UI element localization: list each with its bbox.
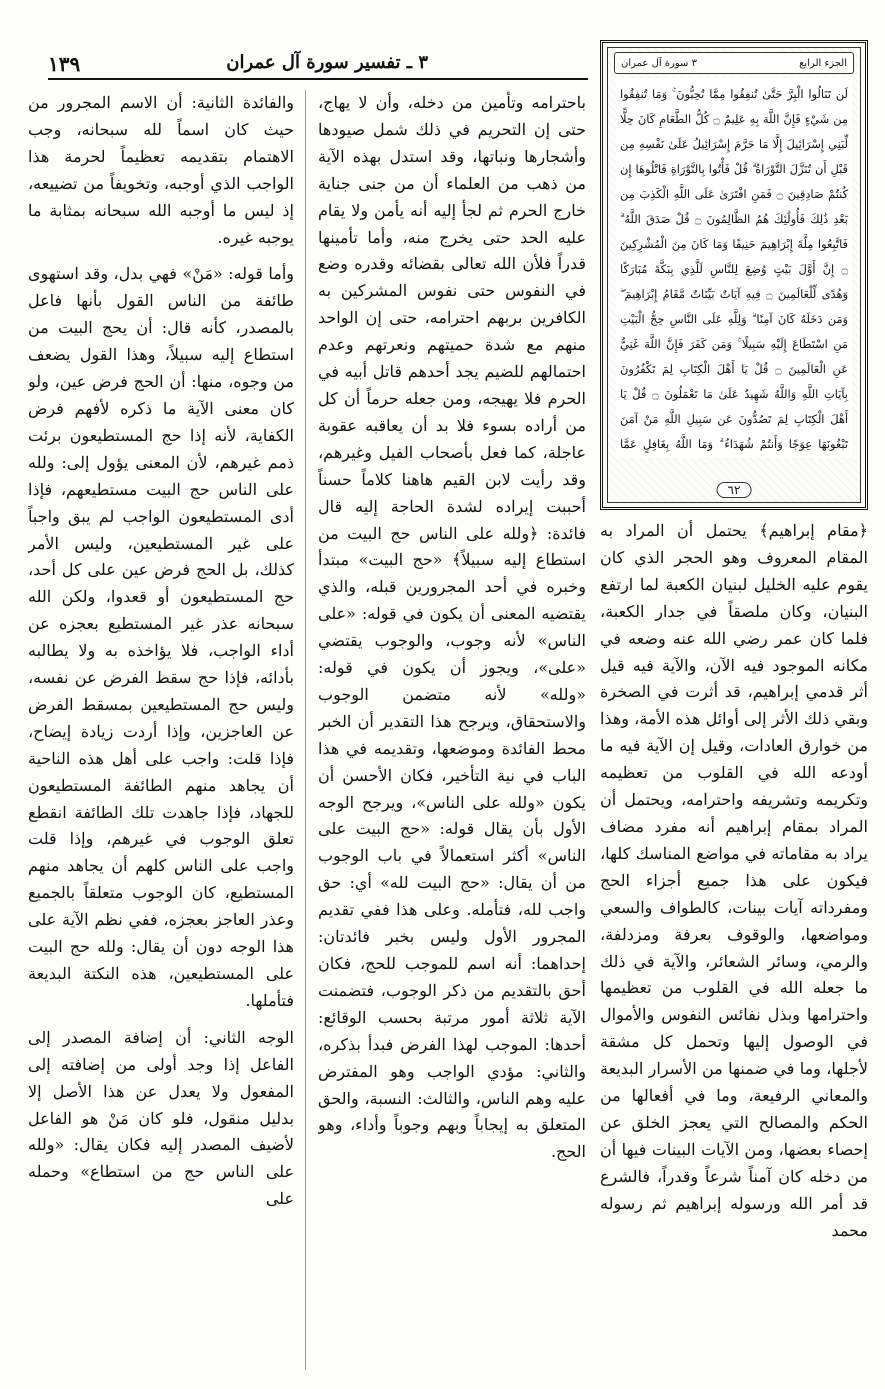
column-left — [28, 90, 294, 1375]
column-middle — [318, 90, 586, 1375]
header-title: ٣ ـ تفسير سورة آل عمران — [226, 52, 428, 73]
paragraph: باحترامه وتأمين من دخله، وأن لا يهاج، حتى إن التحريم في ذلك شمل صيودها وأشجارها ونباتها، وقد استدل بهذه الآية من ذهب من العلماء أن من جنى جناية خارج الحرم ثم لجأ إليه أنه يأمن ولا يقام عليه الحد حتى يخرج منه، وأما تأمينها قدراً فلأن الله تعالى بقضائه وقدره وضع في النفوس حتى نفوس المشركين به الكافرين بربهم احترامه، حتى إن الواحد منهم مع شدة حميتهم ونعرتهم وعدم احتمالهم للضيم يجد أحدهم قاتل أبيه في الحرم فلا يهيجه، ومن جعله حرماً أن كل من أراده بسوء فلا بد أن يعاقبه عقوبة عاجلة، كما فعل بأصحاب الفيل وغيرهم، وقد رأيت لابن القيم هاهنا كلاماً حسناً أحببت إيراده لشدة الحاجة إليه قال فائدة: ﴿ولله على الناس حج البيت من استطاع إليه سبيلاً﴾ «حج البيت» مبتدأ وخبره في أحد المجرورين قبله، والذي يقتضيه المعنى أن يكون في قوله: «على الناس» لأنه وجوب، والوجوب يقتضي «على»، ويجوز أن يكون في قوله: «ولله» لأنه متضمن الوجوب والاستحقاق، ويرجح هذا التقدير أن الخبر محط الفائدة وموضعها، وتقديمه في هذا الباب في نية التأخير، فكان الأحسن أن يكون «ولله على الناس»، ويرجح الوجه الأول بأن يقال قوله: «حج البيت على الناس» أكثر استعمالاً في باب الوجوب من أن يقال: «حج البيت لله» أي: حق واجب لله، فتأمله. وعلى هذا ففي تقديم المجرور الأول وليس بخبر فائدتان: إحداهما: أنه اسم للموجب للحج، فكان أحق بالتقديم من ذكر الوجوب، فتضمنت الآية ثلاثة أمور مرتبة بحسب الوقائع: أحدها: الموجب لهذا الفرض فبدأ بذكره، والثاني: مؤدي الواجب وهو المفترض عليه وهم الناس، والثالث: النسبة، والحق المتعلق به إيجاباً وبهم وجوباً وأداء، وهو الحج. — [318, 93, 586, 1162]
column-divider — [305, 90, 306, 1370]
paragraph: ﴿مقام إبراهيم﴾ يحتمل أن المراد به المقام المعروف وهو الحجر الذي كان يقوم عليه الخليل لبنيان الكعبة لما ارتفع البنيان، وكان ملصقاً في جدار الكعبة، فلما كان عمر رضي الله عنه وضعه في مكانه الموجود فيه الآن، والآية فيه قيل أثر قدمي إبراهيم، قد أثرت في الصخرة وبقي ذلك الأثر إلى أوائل هذه الأمة، وهذا من خوارق العادات، وقيل إن الآية فيه ما أودعه الله في القلوب من تعظيمه وتكريمه وتشريفه واحترامه، ويحتمل أن المراد بمقام إبراهيم أنه مفرد مضاف يراد به مقاماته في مواضع المناسك كلها، فيكون على هذا جميع أجزاء الحج ومفرداته آيات بينات، كالطواف والسعي ومواضعها، والوقوف بعرفة ومزدلفة، والرمي، وسائر الشعائر، والآية في ذلك ما جعله الله في القلوب من تعظيمها واحترامها وبذل نفائس النفوس والأموال في الوصول إليها وتحمل كل مشقة لأجلها، وما في ضمنها من الأسرار البديعة والمعاني الرفيعة، وما في أفعالها من الحكم والمصالح التي يعجز الخلق عن إحصاء بعضها، ومن الآيات البينات فيها أن من دخله كان آمناً شرعاً وقدراً، فالشرع قد أمر الله ورسوله إبراهيم ثم رسوله محمد — [600, 521, 868, 1240]
juz-label: الجزء الرابع — [799, 57, 847, 69]
surah-label: ٣ سورة آل عمران — [621, 57, 697, 69]
mushaf-page-number: ٦٢ — [717, 482, 752, 498]
quran-header — [614, 52, 854, 74]
quran-verses: لَن تَنَالُوا الْبِرَّ حَتَّىٰ تُنفِقُوا مِمَّا تُحِبُّونَ ۚ وَمَا تُنفِقُوا مِن شَيْءٍ فَإِنَّ اللَّهَ بِهِ عَلِيمٌ ۝ كُلُّ الطَّعَامِ كَانَ حِلًّا لِّبَنِي إِسْرَائِيلَ إِلَّا مَا حَرَّمَ إِسْرَائِيلُ عَلَىٰ نَفْسِهِ مِن قَبْلِ أَن تُنَزَّلَ التَّوْرَاةُ ۗ قُلْ فَأْتُوا بِالتَّوْرَاةِ فَاتْلُوهَا إِن كُنتُمْ صَادِقِينَ ۝ فَمَنِ افْتَرَىٰ عَلَى اللَّهِ الْكَذِبَ مِن بَعْدِ ذَٰلِكَ فَأُولَٰئِكَ هُمُ الظَّالِمُونَ ۝ قُلْ صَدَقَ اللَّهُ ۗ فَاتَّبِعُوا مِلَّةَ إِبْرَاهِيمَ حَنِيفًا وَمَا كَانَ مِنَ الْمُشْرِكِينَ ۝ إِنَّ أَوَّلَ بَيْتٍ وُضِعَ لِلنَّاسِ لَلَّذِي بِبَكَّةَ مُبَارَكًا وَهُدًى لِّلْعَالَمِينَ ۝ فِيهِ آيَاتٌ بَيِّنَاتٌ مَّقَامُ إِبْرَاهِيمَ ۖ وَمَن دَخَلَهُ كَانَ آمِنًا ۗ وَلِلَّهِ عَلَى النَّاسِ حِجُّ الْبَيْتِ مَنِ اسْتَطَاعَ إِلَيْهِ سَبِيلًا ۚ وَمَن كَفَرَ فَإِنَّ اللَّهَ غَنِيٌّ عَنِ الْعَالَمِينَ ۝ قُلْ يَا أَهْلَ الْكِتَابِ لِمَ تَكْفُرُونَ بِآيَاتِ اللَّهِ وَاللَّهُ شَهِيدٌ عَلَىٰ مَا تَعْمَلُونَ ۝ قُلْ يَا أَهْلَ الْكِتَابِ لِمَ تَصُدُّونَ عَن سَبِيلِ اللَّهِ مَنْ آمَنَ تَبْغُونَهَا عِوَجًا وَأَنتُمْ شُهَدَاءُ ۗ وَمَا اللَّهُ بِغَافِلٍ عَمَّا — [616, 78, 852, 458]
page-number: ١٣٩ — [48, 52, 81, 76]
paragraph: والفائدة الثانية: أن الاسم المجرور من حيث كان اسماً لله سبحانه، وجب الاهتمام بتقديمه تعظيماً لحرمة هذا الواجب الذي أوجبه، وتخويفاً من تضييعه، إذ ليس ما أوجبه الله سبحانه بمثابة ما يوجبه غيره. — [28, 93, 294, 247]
column-right — [600, 518, 868, 1368]
paragraph: الوجه الثاني: أن إضافة المصدر إلى الفاعل إذا وجد أولى من إضافته إلى المفعول ولا يعدل عن هذا الأصل إلا بدليل منقول، فلو كان مَنْ هو الفاعل لأضيف المصدر إليه فكان يقال: «ولله على الناس حج من استطاع» وحمله على — [28, 1027, 294, 1209]
paragraph: وأما قوله: «مَنْ» فهي بدل، وقد استهوى طائفة من الناس القول بأنها فاعل بالمصدر، كأنه قال: أن يحج البيت من استطاع إليه سبيلاً، وهذا القول يضعف من وجوه، منها: أن الحج فرض عين، ولو كان معنى الآية ما ذكره لأفهم فرض الكفاية، لأنه إذا حج المستطيعون برئت ذمم غيرهم، لأن المعنى يؤول إلى: ولله على الناس حج البيت مستطيعهم، فإذا أدى المستطيعون الواجب لم يبق واجباً على غير المستطيعين، وليس الأمر كذلك، بل الحج فرض عين على كل أحد، حج المستطيعون أو قعدوا، ولكن الله سبحانه عذر غير المستطيع بعجزه عن أداء الواجب، فلا يؤاخذه به ولا يطالبه بأدائه، فإذا حج سقط الفرض عن نفسه، وليس حج المستطيعين بمسقط الفرض عن العاجزين، وإذا أردت زيادة إيضاح، فإذا قلت: واجب على أهل هذه الناحية أن يجاهد منهم الطائفة المستطيعون للجهاد، فإذا جاهدت تلك الطائفة انقطع تعلق الوجوب في غيرهم، وإذا قلت واجب على الناس كلهم أن يجاهد منهم المستطيع، كان الوجوب متعلقاً بالجميع وعذر العاجز بعجزه، ففي نظم الآية على هذا الوجه دون أن يقال: ولله حج البيت على المستطيعين، هذه النكتة البديعة فتأملها. — [28, 264, 294, 1010]
quran-frame — [600, 40, 868, 510]
running-header — [48, 50, 588, 80]
quran-frame-inner — [607, 47, 861, 503]
